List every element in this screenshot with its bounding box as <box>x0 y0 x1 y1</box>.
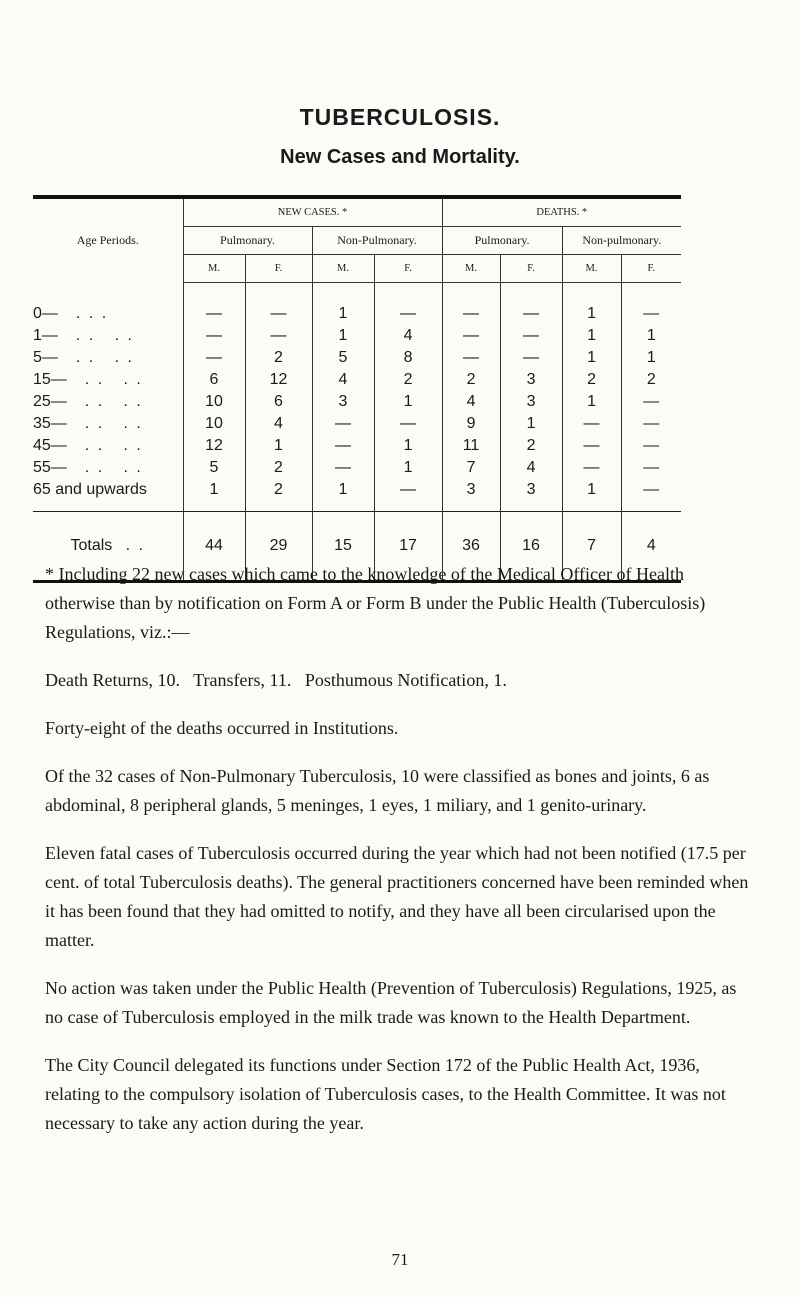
institutions-paragraph: Forty-eight of the deaths occurred in Institutions. <box>45 718 399 738</box>
table-cell: — <box>442 347 500 369</box>
table-cell: — <box>245 325 312 347</box>
age-period: 15— . . . . <box>33 371 143 388</box>
table-cell: 5 <box>312 347 374 369</box>
table-cell: 12 <box>245 369 312 391</box>
table-cell: — <box>374 479 442 512</box>
table-cell: 9 <box>442 413 500 435</box>
deaths-pulmonary-header: Pulmonary. <box>442 227 562 255</box>
table-cell: 4 <box>245 413 312 435</box>
col-f: F. <box>374 255 442 283</box>
table-cell: 4 <box>312 369 374 391</box>
deaths-header: DEATHS. * <box>442 199 681 227</box>
table-row <box>33 435 681 457</box>
table-cell: 5 <box>183 457 245 479</box>
table-cell: 1 <box>562 283 621 326</box>
age-period: 35— . . . . <box>33 415 143 432</box>
table-cell: 3 <box>500 369 562 391</box>
table-cell: — <box>374 413 442 435</box>
table-cell: — <box>442 325 500 347</box>
new-cases-header: NEW CASES. * <box>183 199 442 227</box>
table-cell: — <box>245 283 312 326</box>
table-cell: — <box>621 435 681 457</box>
page-subtitle: New Cases and Mortality. <box>280 146 520 168</box>
table-cell: 1 <box>500 413 562 435</box>
table-cell: 1 <box>374 457 442 479</box>
total-cell: 44 <box>183 512 245 581</box>
table-cell: 2 <box>621 369 681 391</box>
page-number: 71 <box>391 1250 409 1269</box>
table-cell: — <box>562 413 621 435</box>
table-cell: — <box>312 413 374 435</box>
table-cell: 3 <box>500 479 562 512</box>
table-cell: 1 <box>374 435 442 457</box>
table-cell: 1 <box>245 435 312 457</box>
total-cell: 29 <box>245 512 312 581</box>
col-f: F. <box>621 255 681 283</box>
table-cell: — <box>442 283 500 326</box>
table-cell: 4 <box>442 391 500 413</box>
table-cell: 2 <box>500 435 562 457</box>
table-row <box>33 391 681 413</box>
table-cell: 1 <box>562 479 621 512</box>
table-cell: 2 <box>245 347 312 369</box>
table-cell: — <box>183 283 245 326</box>
table-cell: 1 <box>312 325 374 347</box>
total-cell: 15 <box>312 512 374 581</box>
table-cell: 2 <box>374 369 442 391</box>
table-cell: — <box>621 479 681 512</box>
table-cell: 3 <box>442 479 500 512</box>
non-pulmonary-paragraph: Of the 32 cases of Non-Pulmonary Tuberculosis, 10 were classified as bones and joints, 6 as abdominal, 8 peripheral glands, 5 meninges, 1 eyes, 1 miliary, and 1 genito-urinary. <box>45 766 710 815</box>
table-cell: 2 <box>442 369 500 391</box>
table-cell: — <box>621 283 681 326</box>
table-row <box>33 369 681 391</box>
table-cell: 2 <box>245 457 312 479</box>
age-period: 0— . . . <box>33 304 109 322</box>
total-cell: 36 <box>442 512 500 581</box>
table-cell: 2 <box>245 479 312 512</box>
table-cell: — <box>183 325 245 347</box>
age-periods-header: Age Periods. <box>76 233 139 248</box>
table-cell: 1 <box>183 479 245 512</box>
col-f: F. <box>245 255 312 283</box>
cases-mortality-table <box>33 195 681 583</box>
total-cell: 17 <box>374 512 442 581</box>
table-cell: 1 <box>374 391 442 413</box>
table-cell: 12 <box>183 435 245 457</box>
age-period: 5— . . . . <box>33 349 134 366</box>
table-row <box>33 347 681 369</box>
totals-label: Totals . . <box>33 512 183 581</box>
table-cell: 4 <box>374 325 442 347</box>
table-cell: — <box>312 457 374 479</box>
age-period: 55— . . . . <box>33 459 143 476</box>
table-cell: 1 <box>312 479 374 512</box>
col-m: M. <box>312 255 374 283</box>
age-period: 45— . . . . <box>33 437 143 454</box>
total-cell: 4 <box>621 512 681 581</box>
total-cell: 7 <box>562 512 621 581</box>
table-cell: — <box>562 435 621 457</box>
new-non-pulmonary-header: Non-Pulmonary. <box>312 227 442 255</box>
table-cell: 1 <box>621 347 681 369</box>
total-cell: 16 <box>500 512 562 581</box>
table-cell: 11 <box>442 435 500 457</box>
table-cell: 6 <box>183 369 245 391</box>
table-cell: 1 <box>562 325 621 347</box>
table-cell: 10 <box>183 413 245 435</box>
col-m: M. <box>562 255 621 283</box>
table-cell: 1 <box>562 391 621 413</box>
table-cell: — <box>312 435 374 457</box>
table-cell: 7 <box>442 457 500 479</box>
table-cell: 2 <box>562 369 621 391</box>
table-cell: — <box>621 391 681 413</box>
col-m: M. <box>442 255 500 283</box>
regulations-paragraph: No action was taken under the Public Health (Prevention of Tuberculosis) Regulations, 1925, as no case of Tuberculosis employed in the milk trade was known to the Health Department. <box>45 978 737 1027</box>
table-cell: 1 <box>312 283 374 326</box>
table-row <box>33 325 681 347</box>
table-cell: 3 <box>312 391 374 413</box>
table-cell: 4 <box>500 457 562 479</box>
table-cell: — <box>183 347 245 369</box>
age-period: 65 and upwards <box>33 481 147 498</box>
table-cell: — <box>621 413 681 435</box>
table-cell: — <box>500 283 562 326</box>
table-cell: — <box>500 325 562 347</box>
new-pulmonary-header: Pulmonary. <box>183 227 312 255</box>
table-row <box>33 479 681 512</box>
table-row <box>33 457 681 479</box>
notes <box>45 560 750 1157</box>
table-cell: 10 <box>183 391 245 413</box>
table-cell: 6 <box>245 391 312 413</box>
col-m: M. <box>183 255 245 283</box>
table-row <box>33 413 681 435</box>
col-f: F. <box>500 255 562 283</box>
table-cell: — <box>621 457 681 479</box>
table-cell: — <box>562 457 621 479</box>
table-cell: 3 <box>500 391 562 413</box>
footnote-paragraph: * Including 22 new cases which came to the knowledge of the Medical Officer of Health otherwise than by notification on Form A or Form B under the Public Health (Tuberculosis) Regulations, viz.:— <box>45 564 706 642</box>
age-period: 25— . . . . <box>33 393 143 410</box>
table-cell: 1 <box>621 325 681 347</box>
page-title: TUBERCULOSIS. <box>299 104 501 130</box>
transfers-paragraph: Death Returns, 10. Transfers, 11. Posthumous Notification, 1. <box>45 670 507 690</box>
age-period: 1— . . . . <box>33 327 134 344</box>
fatal-cases-paragraph: Eleven fatal cases of Tuberculosis occurred during the year which had not been notified (17.5 per cent. of total Tuberculosis deaths). The general practitioners concerned have been reminded when it has been found that they had omitted to notify, and they have all been circularised upon the matter. <box>45 843 749 950</box>
table-row <box>33 283 681 326</box>
council-paragraph: The City Council delegated its functions under Section 172 of the Public Health Act, 1936, relating to the compulsory isolation of Tuberculosis cases, to the Health Committee. It was not necessary to take any action during the year. <box>45 1055 726 1133</box>
table-cell: — <box>374 283 442 326</box>
deaths-non-pulmonary-header: Non-pulmonary. <box>562 227 681 255</box>
table-cell: — <box>500 347 562 369</box>
table-cell: 8 <box>374 347 442 369</box>
table-cell: 1 <box>562 347 621 369</box>
